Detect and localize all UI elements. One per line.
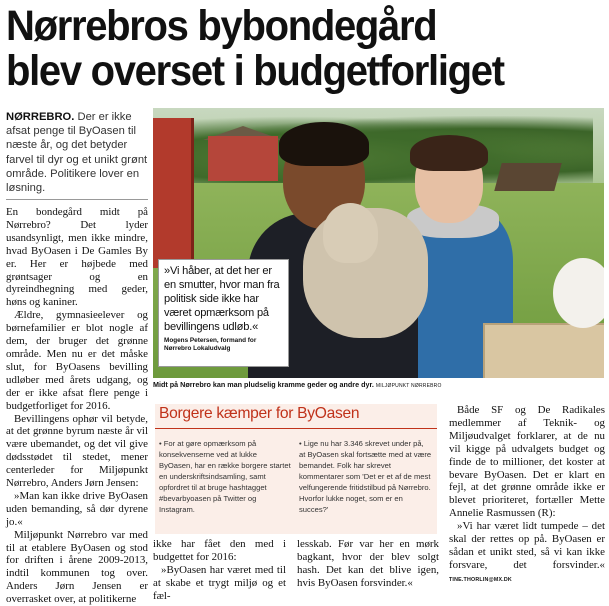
pull-quote-attribution: Mogens Petersen, formand for Nørrebro Lokaludvalg [164, 337, 257, 352]
intro-divider [6, 199, 148, 200]
sidebar-column-2: • Lige nu har 3.346 skrevet under på, at ByOasen skal fortsætte med at være bemandet. Folk har skrevet kommentarer som 'Det er et af de mest velfungerende fritidstilbud på Nørrebro. Hvorfor lukke noget, som er en succes?' [299, 439, 432, 514]
caption-text: Midt på Nørrebro kan man pludselig kramme geder og andre dyr. [153, 380, 374, 389]
intro-dateline: NØRREBRO. [6, 111, 75, 123]
photo-caption [153, 380, 604, 389]
body-column-2 [153, 538, 286, 603]
paragraph: ikke har fået den med i budgettet for 2016: [153, 538, 286, 563]
photo-cardboard-box [483, 323, 604, 378]
paragraph: Miljøpunkt Nørrebro var med til at etablere ByOasen og stod for driften i årene 2009-2013, indtil kommunen tog over. Anders Jørn Jensen er overrasket over, at politikerne [6, 528, 148, 606]
pull-quote-text: »Vi håber, at det her er en smutter, hvor man fra politisk side ikke har været opmærksom på bevillingens udløb.« [164, 265, 280, 333]
body-column-3 [297, 538, 439, 590]
photo-boy-hair [279, 122, 369, 166]
photo-red-shed [208, 136, 278, 181]
sidebar-title: Borgere kæmper for ByOasen [159, 405, 360, 422]
paragraph: »Man kan ikke drive ByOasen uden bemanding, så dør dyrene jo.« [6, 489, 148, 528]
paragraph: lesskab. Før var her en mørk bagkant, hvor der blev solgt hash. Det kan det blive igen, hvis ByOasen forsvinder.« [297, 538, 439, 589]
photo-boy-hair [410, 135, 488, 171]
paragraph: Bevillingens ophør vil betyde, at det grønne byrum næste år vil være ubemandet, og det vil give dødsstødet til stedet, mener centerleder for Miljøpunkt Nørrebro, Anders Jørn Jensen: [6, 412, 148, 490]
photo-credit: MILJØPUNKT NØRREBRO [375, 383, 442, 389]
article-intro [6, 110, 148, 195]
author-signature: TINE.THORLIN@MX.DK [449, 576, 512, 583]
paragraph: Både SF og De Radikales medlemmer af Teknik- og Miljøudvalget forklarer, at de nu vil kigge på udvalgets budget og finde de to millioner, det koster at bevare ByOasen. Det er klart en fejl, at det grønne område ikke er blevet prioriteret, fortæller Mette Annelie Rasmussen (R): [449, 404, 605, 520]
paragraph: Ældre, gymnasieelever og børnefamilier er blot nogle af dem, der bruger det grønne område. Men nu er det måske slut, for ByOasens bevilling udløber med årets udgang, og der er ikke afsat flere penge i budgetforliget for 2016. [6, 309, 148, 412]
paragraph-text: »Vi har været lidt tumpede – det skal der rettes op på. ByOasen er sådan et unikt sted, så vi kan ikke forsvare, det forsvinder.« [449, 520, 605, 571]
pull-quote [158, 259, 289, 367]
photo-bench [494, 163, 562, 191]
paragraph: En bondegård midt på Nørrebro? Det lyder usandsynligt, men ikke mindre, hvad ByOasen i De Gamles By er. Her er højbede med grøntsager og en dyreindhegning med geder, høns og kaniner. [6, 206, 148, 309]
paragraph: »ByOasen har været med til at skabe et trygt miljø og et fæl- [153, 563, 286, 602]
intro-text: Der er ikke afsat penge til ByOasen til næste år, og det betyder farvel til dyr og et unikt grønt område. Politikere lover en løsning. [6, 111, 148, 195]
headline [6, 4, 562, 94]
sidebar-column-1: • For at gøre opmærksom på konsekvenserne ved at lukke ByOasen, har en række borgere startet en underskriftsindsamling, samt opfordret til at bruge hashtagget #bevarbyoasen på Twitter og Instagram. [159, 439, 291, 514]
photo-red-barn [153, 118, 194, 268]
body-column-4 [449, 404, 605, 587]
photo-goat-head [323, 203, 378, 263]
headline-line-2: blev overset i budgetforliget [6, 47, 504, 95]
sidebar-rule [155, 428, 437, 429]
body-column-1 [6, 206, 148, 606]
headline-line-1: Nørrebros bybondegård [6, 2, 437, 50]
paragraph [449, 520, 605, 587]
photo-white-goat [553, 258, 604, 328]
